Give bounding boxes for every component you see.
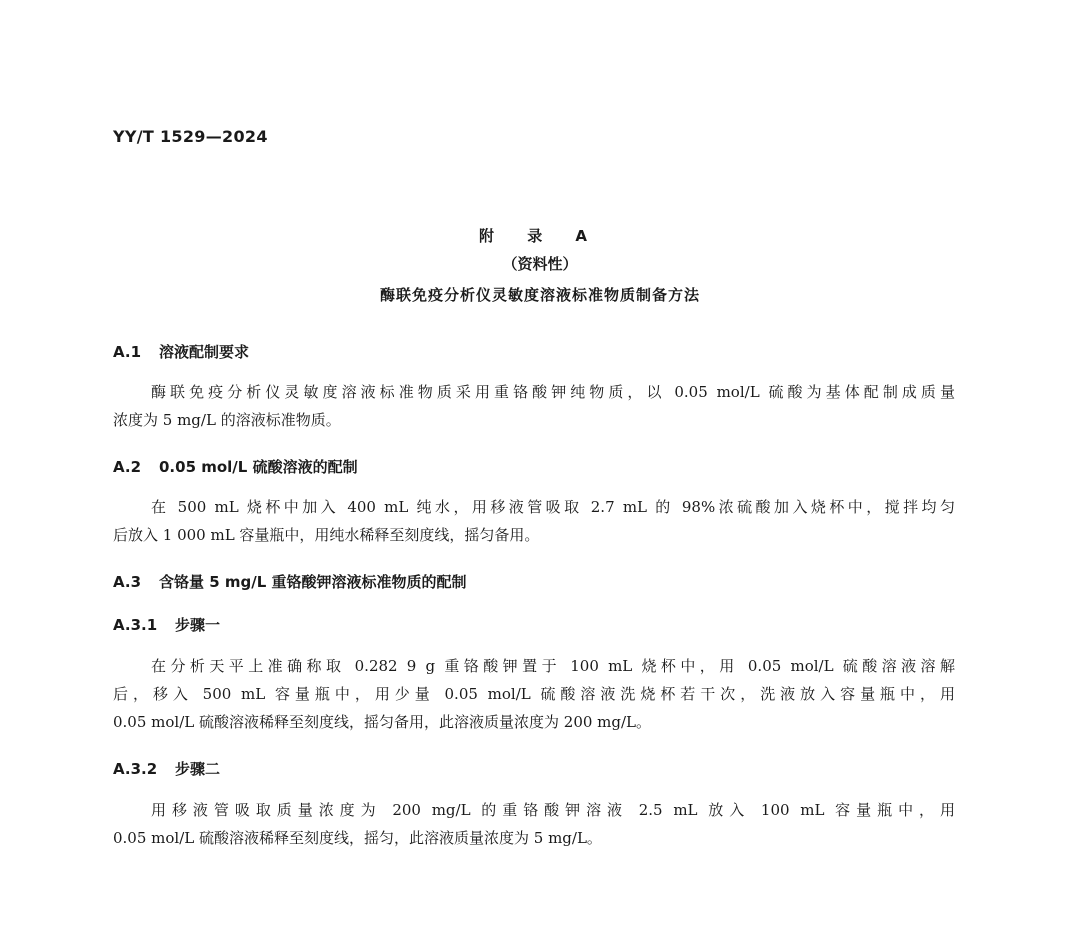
- paragraph-line: 后放入 1 000 mL 容量瓶中，用纯水稀释至刻度线，摇匀备用。: [113, 526, 540, 544]
- section-title: 0.05 mol/L 硫酸溶液的配制: [159, 458, 358, 476]
- section-a32-paragraph: [113, 796, 955, 852]
- section-a31-heading: [113, 614, 220, 635]
- section-number: A.3.2: [113, 760, 158, 778]
- section-number: A.3: [113, 573, 142, 591]
- annex-name: 酶联免疫分析仪灵敏度溶液标准物质制备方法: [379, 286, 700, 304]
- standard-code: YY/T 1529—2024: [113, 127, 268, 146]
- paragraph-line: 后，移入 500 mL 容量瓶中，用少量 0.05 mol/L 硫酸溶液洗烧杯若干次，洗液放入容量瓶中，用: [113, 685, 955, 703]
- section-a31-paragraph: [113, 652, 955, 736]
- section-a1-heading: [113, 341, 249, 362]
- section-number: A.3.1: [113, 616, 158, 634]
- section-title: 步骤一: [175, 616, 221, 634]
- paragraph-line: 浓度为 5 mg/L 的溶液标准物质。: [113, 411, 341, 429]
- paragraph-line: 用移液管吸取质量浓度为 200 mg/L 的重铬酸钾溶液 2.5 mL 放入 100 mL 容量瓶中，用: [151, 801, 955, 819]
- section-a2-heading: [113, 456, 358, 477]
- annex-title: 附 录 A: [478, 227, 602, 245]
- section-title: 步骤二: [175, 760, 221, 778]
- section-number: A.2: [113, 458, 142, 476]
- paragraph-line: 在 500 mL 烧杯中加入 400 mL 纯水，用移液管吸取 2.7 mL 的 98%浓硫酸加入烧杯中，搅拌均匀: [151, 498, 955, 516]
- section-a3-heading: [113, 571, 467, 592]
- paragraph-line: 在分析天平上准确称取 0.282 9 g 重铬酸钾置于 100 mL 烧杯中，用 0.05 mol/L 硫酸溶液溶解: [151, 657, 955, 675]
- section-number: A.1: [113, 343, 142, 361]
- annex-nature: （资料性）: [502, 255, 578, 273]
- section-a2-paragraph: [113, 493, 955, 549]
- paragraph-line: 酶联免疫分析仪灵敏度溶液标准物质采用重铬酸钾纯物质，以 0.05 mol/L 硫酸为基体配制成质量: [151, 383, 955, 401]
- paragraph-line: 0.05 mol/L 硫酸溶液稀释至刻度线，摇匀，此溶液质量浓度为 5 mg/L。: [113, 829, 602, 847]
- section-title: 含铬量 5 mg/L 重铬酸钾溶液标准物质的配制: [159, 573, 467, 591]
- section-title: 溶液配制要求: [159, 343, 250, 361]
- section-a32-heading: [113, 758, 220, 779]
- paragraph-line: 0.05 mol/L 硫酸溶液稀释至刻度线，摇匀备用，此溶液质量浓度为 200 mg/L。: [113, 713, 652, 731]
- section-a1-paragraph: [113, 378, 955, 434]
